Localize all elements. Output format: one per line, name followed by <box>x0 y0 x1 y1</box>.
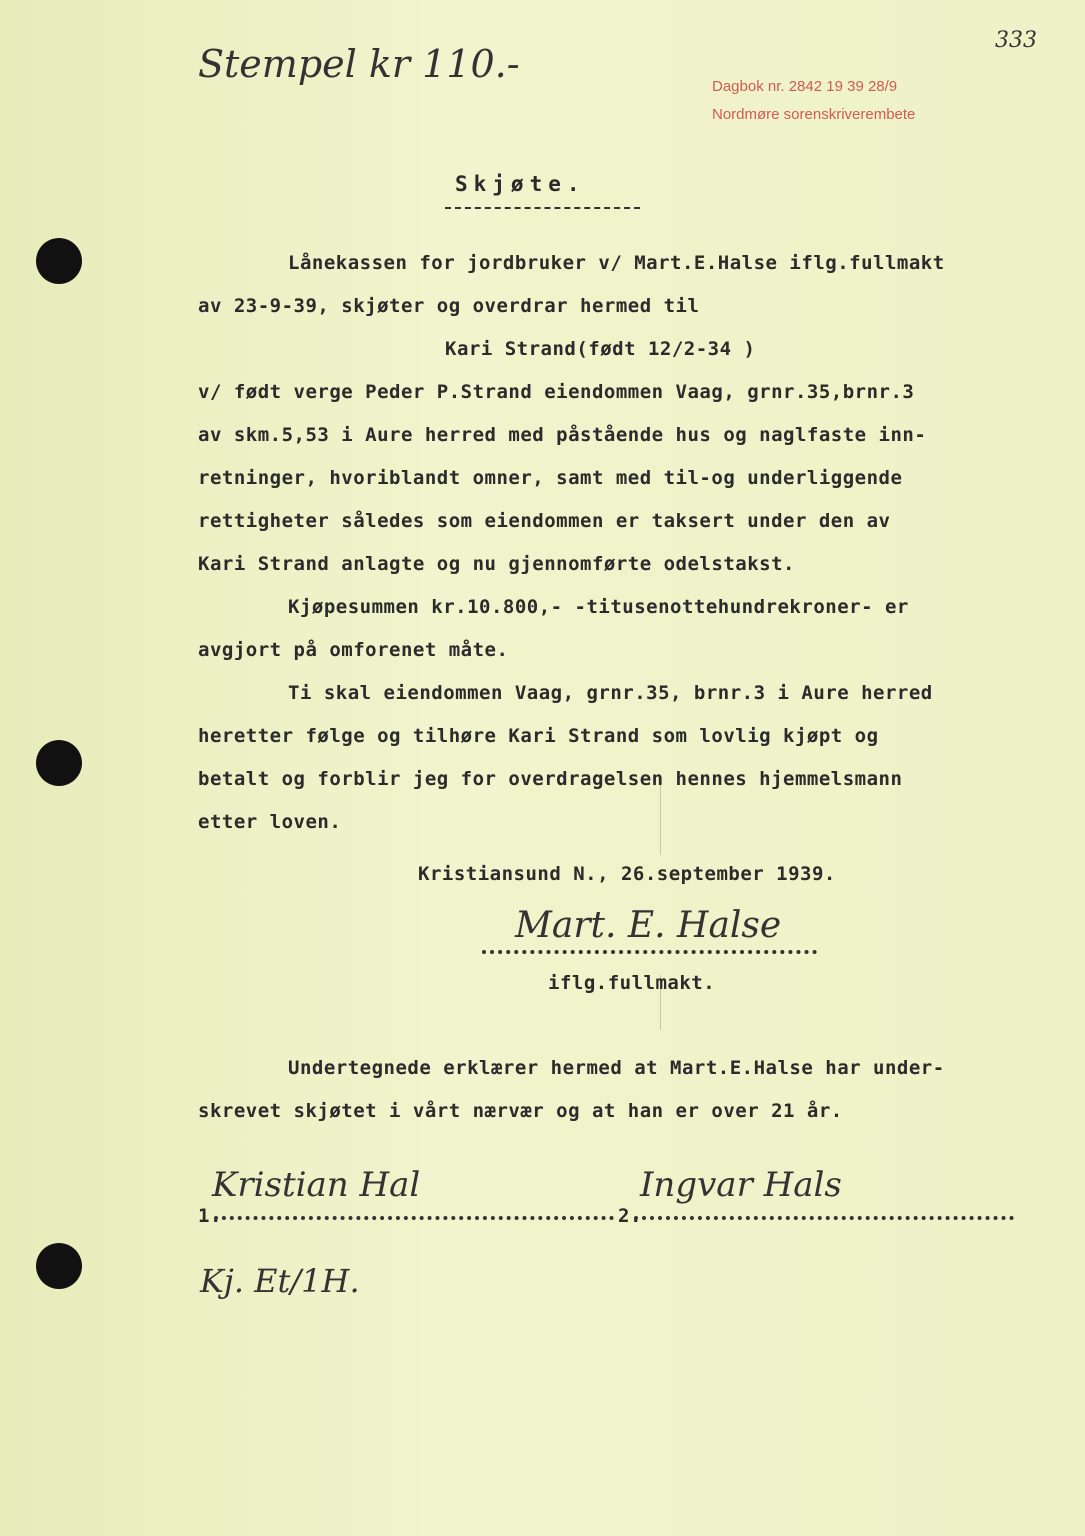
witness-1-signature: Kristian Hal <box>212 1165 421 1205</box>
body-line: etter loven. <box>198 811 342 833</box>
registry-stamp-line2: Nordmøre sorenskriverembete <box>712 106 916 123</box>
body-line: avgjort på omforenet måte. <box>198 639 509 661</box>
witness-text-line: skrevet skjøtet i vårt nærvær og at han er over 21 år. <box>198 1100 843 1122</box>
body-line: rettigheter således som eiendommen er taksert under den av <box>198 510 891 532</box>
witness-2-signature: Ingvar Hals <box>640 1165 842 1205</box>
page-number: 333 <box>995 28 1037 53</box>
body-line: av skm.5,53 i Aure herred med påstående hus og naglfaste inn- <box>198 424 927 446</box>
signature: Mart. E. Halse <box>515 905 782 946</box>
body-line: av 23-9-39, skjøter og overdrar hermed til <box>198 295 700 317</box>
fold-mark <box>660 785 661 855</box>
punch-hole <box>36 740 82 786</box>
witness-1-dotted-line <box>214 1216 614 1220</box>
title-underline <box>445 207 640 209</box>
witness-2-number: 2. <box>618 1205 642 1227</box>
signature-dotted-line <box>482 950 817 954</box>
footnote-handwritten: Kj. Et/1H. <box>200 1262 360 1300</box>
body-line: Lånekassen for jordbruker v/ Mart.E.Halse iflg.fullmakt <box>288 252 945 274</box>
signature-caption: iflg.fullmakt. <box>548 972 716 994</box>
body-line: retninger, hvoriblandt omner, samt med til-og underliggende <box>198 467 903 489</box>
witness-text-line: Undertegnede erklærer hermed at Mart.E.Halse har under- <box>288 1057 945 1079</box>
body-line: Ti skal eiendommen Vaag, grnr.35, brnr.3 i Aure herred <box>288 682 933 704</box>
stamp-fee-note: Stempel kr 110.- <box>198 42 520 86</box>
body-line: Kari Strand(født 12/2-34 ) <box>445 338 756 360</box>
body-line: Kari Strand anlagte og nu gjennomførte odelstakst. <box>198 553 795 575</box>
witness-2-dotted-line <box>634 1216 1014 1220</box>
witness-1-number: 1. <box>198 1205 222 1227</box>
place-date: Kristiansund N., 26.september 1939. <box>418 863 836 885</box>
body-line: heretter følge og tilhøre Kari Strand som lovlig kjøpt og <box>198 725 879 747</box>
registry-stamp-line1: Dagbok nr. 2842 19 39 28/9 <box>712 78 898 95</box>
body-line: betalt og forblir jeg for overdragelsen hennes hjemmelsmann <box>198 768 903 790</box>
document-title: Skjøte. <box>455 172 586 196</box>
punch-hole <box>36 1243 82 1289</box>
punch-hole <box>36 238 82 284</box>
body-line: Kjøpesummen kr.10.800,- -titusenottehundrekroner- er <box>288 596 909 618</box>
body-line: v/ født verge Peder P.Strand eiendommen Vaag, grnr.35,brnr.3 <box>198 381 915 403</box>
